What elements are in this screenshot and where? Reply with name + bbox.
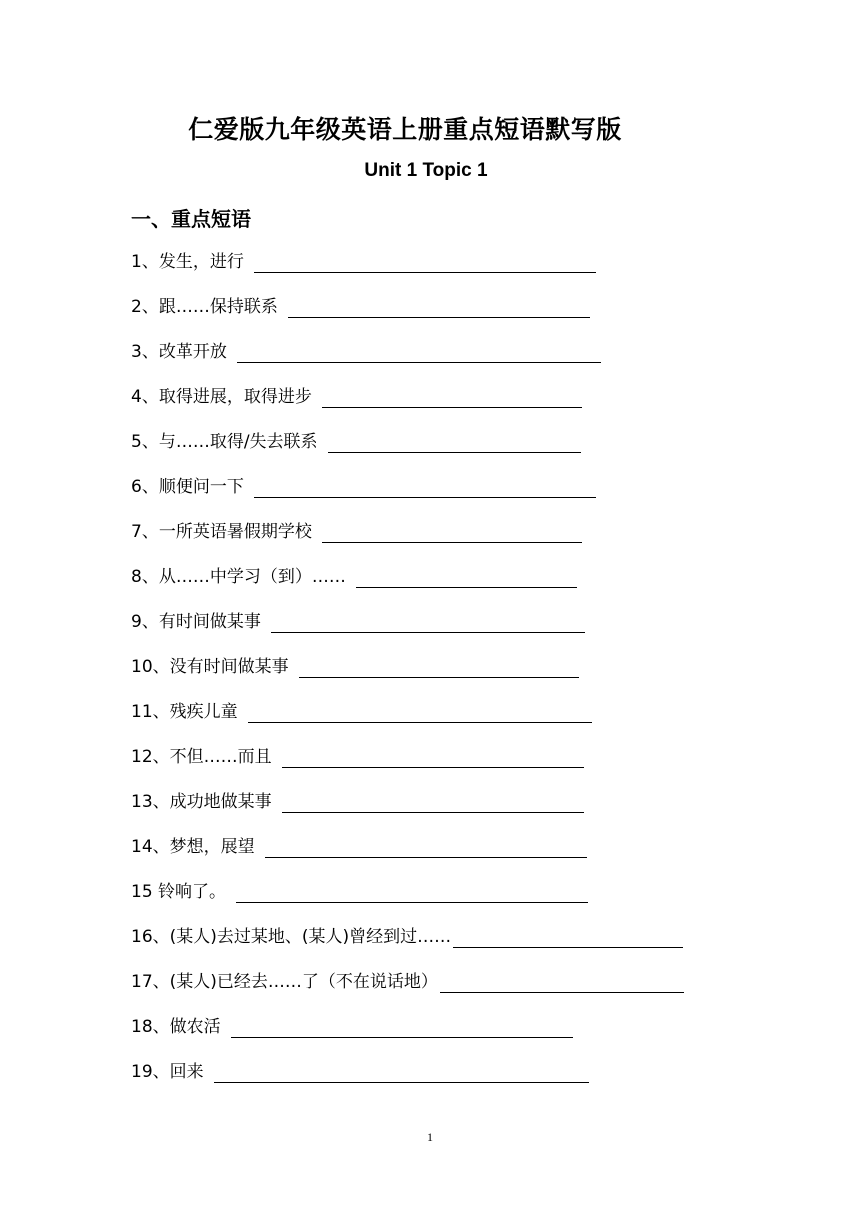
section-heading: 一、重点短语 [131, 207, 251, 231]
phrase-item-18 [131, 1013, 573, 1041]
phrase-label: 3、改革开放 [131, 342, 227, 362]
answer-blank[interactable] [231, 1037, 573, 1038]
phrase-item-7 [131, 518, 582, 546]
phrase-item-5 [131, 428, 581, 456]
answer-blank[interactable] [282, 767, 584, 768]
phrase-label: 16、(某人)去过某地、(某人)曾经到过…… [131, 927, 452, 947]
phrase-label: 19、回来 [131, 1062, 204, 1082]
phrase-label: 4、取得进展，取得进步 [131, 387, 312, 407]
answer-blank[interactable] [356, 587, 577, 588]
page-number: 1 [427, 1130, 433, 1144]
answer-blank[interactable] [248, 722, 592, 723]
phrase-item-4 [131, 383, 582, 411]
phrase-item-12 [131, 743, 584, 771]
answer-blank[interactable] [254, 272, 596, 273]
answer-blank[interactable] [282, 812, 584, 813]
phrase-label: 18、做农活 [131, 1017, 221, 1037]
answer-blank[interactable] [254, 497, 596, 498]
phrase-label: 13、成功地做某事 [131, 792, 272, 812]
answer-blank[interactable] [299, 677, 579, 678]
phrase-item-15 [131, 878, 588, 906]
phrase-label: 14、梦想，展望 [131, 837, 255, 857]
phrase-label: 5、与……取得/失去联系 [131, 432, 318, 452]
phrase-item-2 [131, 293, 590, 321]
phrase-label: 1、发生，进行 [131, 252, 244, 272]
phrase-item-14 [131, 833, 587, 861]
phrase-item-11 [131, 698, 592, 726]
phrase-label: 10、没有时间做某事 [131, 657, 289, 677]
answer-blank[interactable] [322, 542, 582, 543]
answer-blank[interactable] [237, 362, 601, 363]
phrase-item-8 [131, 563, 577, 591]
answer-blank[interactable] [440, 992, 684, 993]
phrase-label: 2、跟……保持联系 [131, 297, 278, 317]
phrase-label: 11、残疾儿童 [131, 702, 238, 722]
phrase-item-3 [131, 338, 601, 366]
unit-subtitle: Unit 1 Topic 1 [364, 160, 488, 181]
answer-blank[interactable] [288, 317, 590, 318]
answer-blank[interactable] [271, 632, 585, 633]
phrase-label: 17、(某人)已经去……了（不在说话地） [131, 972, 438, 992]
phrase-item-16 [131, 923, 683, 951]
answer-blank[interactable] [236, 902, 588, 903]
phrase-item-9 [131, 608, 585, 636]
answer-blank[interactable] [214, 1082, 589, 1083]
answer-blank[interactable] [453, 947, 683, 948]
phrase-label: 7、一所英语暑假期学校 [131, 522, 312, 542]
phrase-item-6 [131, 473, 596, 501]
phrase-item-17 [131, 968, 684, 996]
phrase-item-19 [131, 1058, 589, 1086]
document-title: 仁爱版九年级英语上册重点短语默写版 [188, 115, 622, 144]
phrase-label: 12、不但……而且 [131, 747, 272, 767]
phrase-item-13 [131, 788, 584, 816]
phrase-label: 15 铃响了。 [131, 882, 227, 902]
phrase-item-10 [131, 653, 579, 681]
phrase-label: 9、有时间做某事 [131, 612, 261, 632]
phrase-item-1 [131, 248, 596, 276]
answer-blank[interactable] [322, 407, 582, 408]
phrase-label: 8、从……中学习（到）…… [131, 567, 346, 587]
answer-blank[interactable] [265, 857, 587, 858]
phrase-label: 6、顺便问一下 [131, 477, 244, 497]
answer-blank[interactable] [328, 452, 581, 453]
